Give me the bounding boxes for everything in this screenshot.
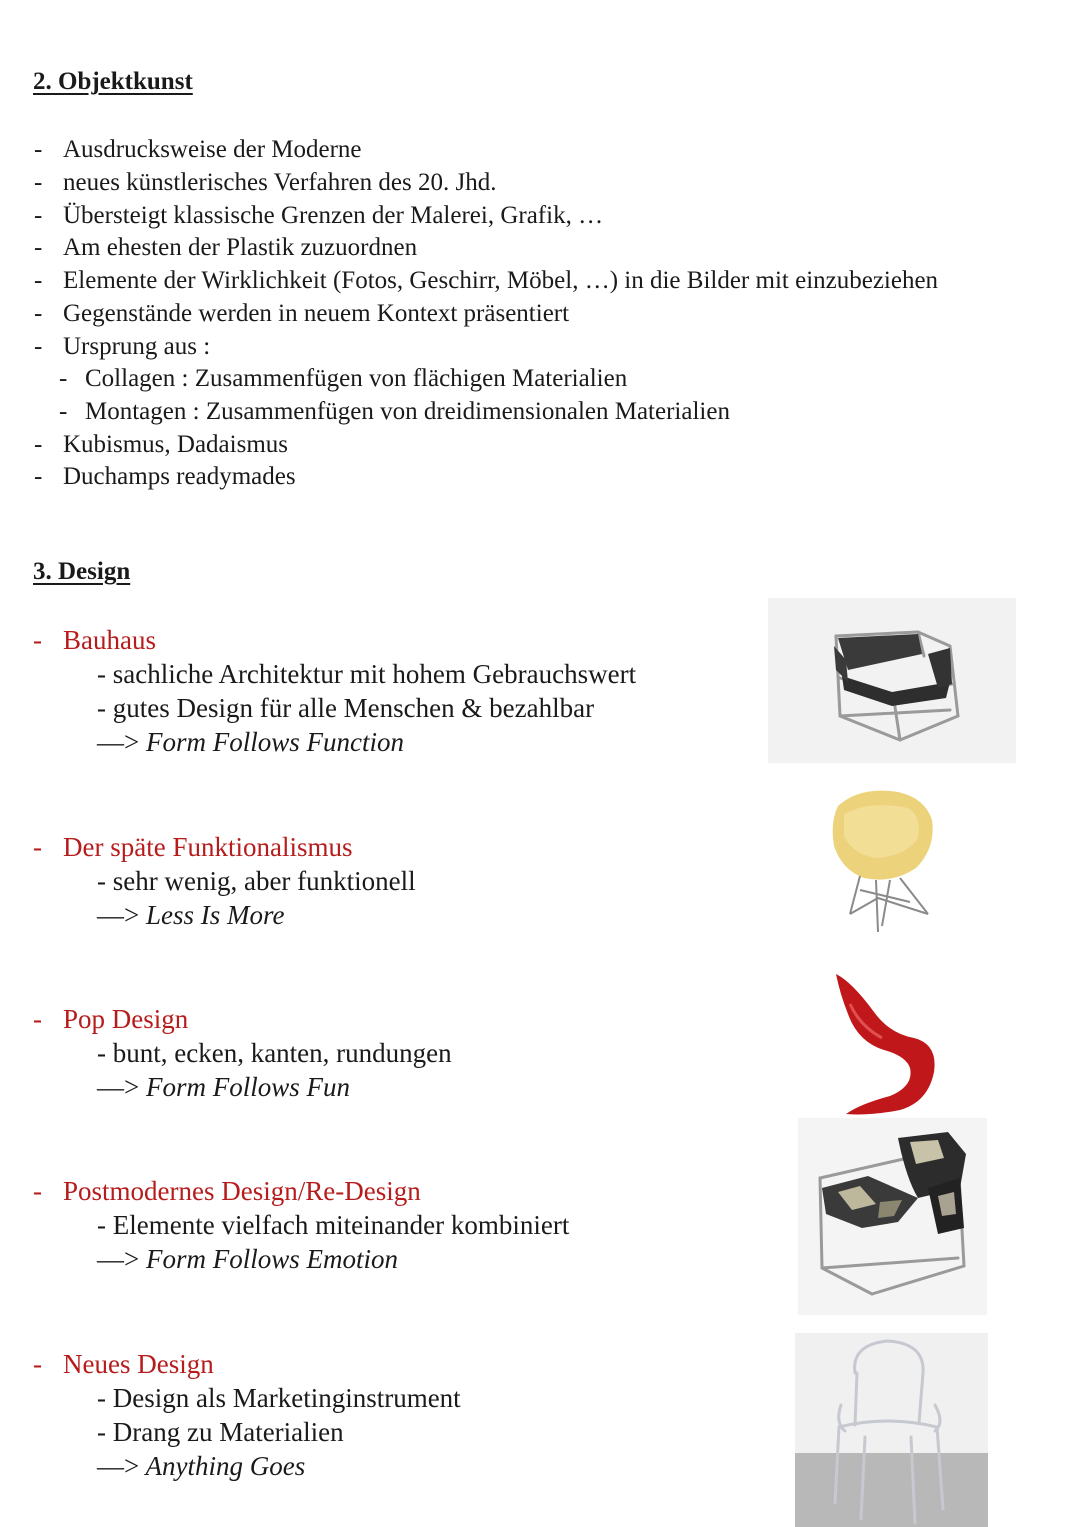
design-item-line: - sachliche Architektur mit hohem Gebrauchswert [97, 659, 637, 689]
design-item-title: - Neues Design [33, 1349, 214, 1379]
ghost-chair-image [795, 1333, 988, 1527]
list-item: - Ausdrucksweise der Moderne [34, 136, 362, 163]
design-item-line: - Drang zu Materialien [97, 1417, 344, 1447]
eames-chair-image [820, 786, 950, 936]
sub-list-item: - Collagen : Zusammenfügen von flächigen Materialien [59, 365, 628, 392]
design-item-line: - gutes Design für alle Menschen & bezahlbar [97, 693, 595, 723]
design-item-line: - bunt, ecken, kanten, rundungen [97, 1038, 452, 1068]
redesign-chair-image [798, 1118, 987, 1315]
design-item-line: - sehr wenig, aber funktionell [97, 866, 416, 896]
section-heading-design: 3. Design [33, 558, 131, 585]
sub-list-item: - Montagen : Zusammenfügen von dreidimensionalen Materialien [59, 398, 730, 425]
list-item: - Am ehesten der Plastik zuzuordnen [34, 234, 418, 261]
design-item-line: - Design als Marketinginstrument [97, 1383, 461, 1413]
list-item: - Elemente der Wirklichkeit (Fotos, Geschirr, Möbel, …) in die Bilder mit einzubeziehen [34, 267, 939, 294]
design-item-line: - Elemente vielfach miteinander kombiniert [97, 1210, 570, 1240]
design-item-title: - Postmodernes Design/Re-Design [33, 1176, 421, 1206]
list-item: - neues künstlerisches Verfahren des 20. Jhd. [34, 169, 497, 196]
list-item: - Ursprung aus : [34, 333, 211, 360]
design-item-motto: —> Less Is More [97, 900, 285, 930]
design-item-title: - Pop Design [33, 1004, 189, 1034]
panton-chair-image [830, 968, 950, 1118]
design-item-motto: —> Form Follows Fun [97, 1072, 350, 1102]
list-item: - Kubismus, Dadaismus [34, 431, 288, 458]
design-item-motto: —> Form Follows Emotion [97, 1244, 398, 1274]
list-item: - Übersteigt klassische Grenzen der Malerei, Grafik, … [34, 202, 604, 229]
list-item: - Duchamps readymades [34, 463, 296, 490]
section-heading-objektkunst: 2. Objektkunst [33, 68, 193, 95]
design-item-motto: —> Form Follows Function [97, 727, 404, 757]
design-item-title: - Der späte Funktionalismus [33, 832, 353, 862]
design-item-title: - Bauhaus [33, 625, 156, 655]
bauhaus-chair-image [768, 598, 1016, 763]
design-item-motto: —> Anything Goes [97, 1451, 306, 1481]
list-item: - Gegenstände werden in neuem Kontext präsentiert [34, 300, 570, 327]
